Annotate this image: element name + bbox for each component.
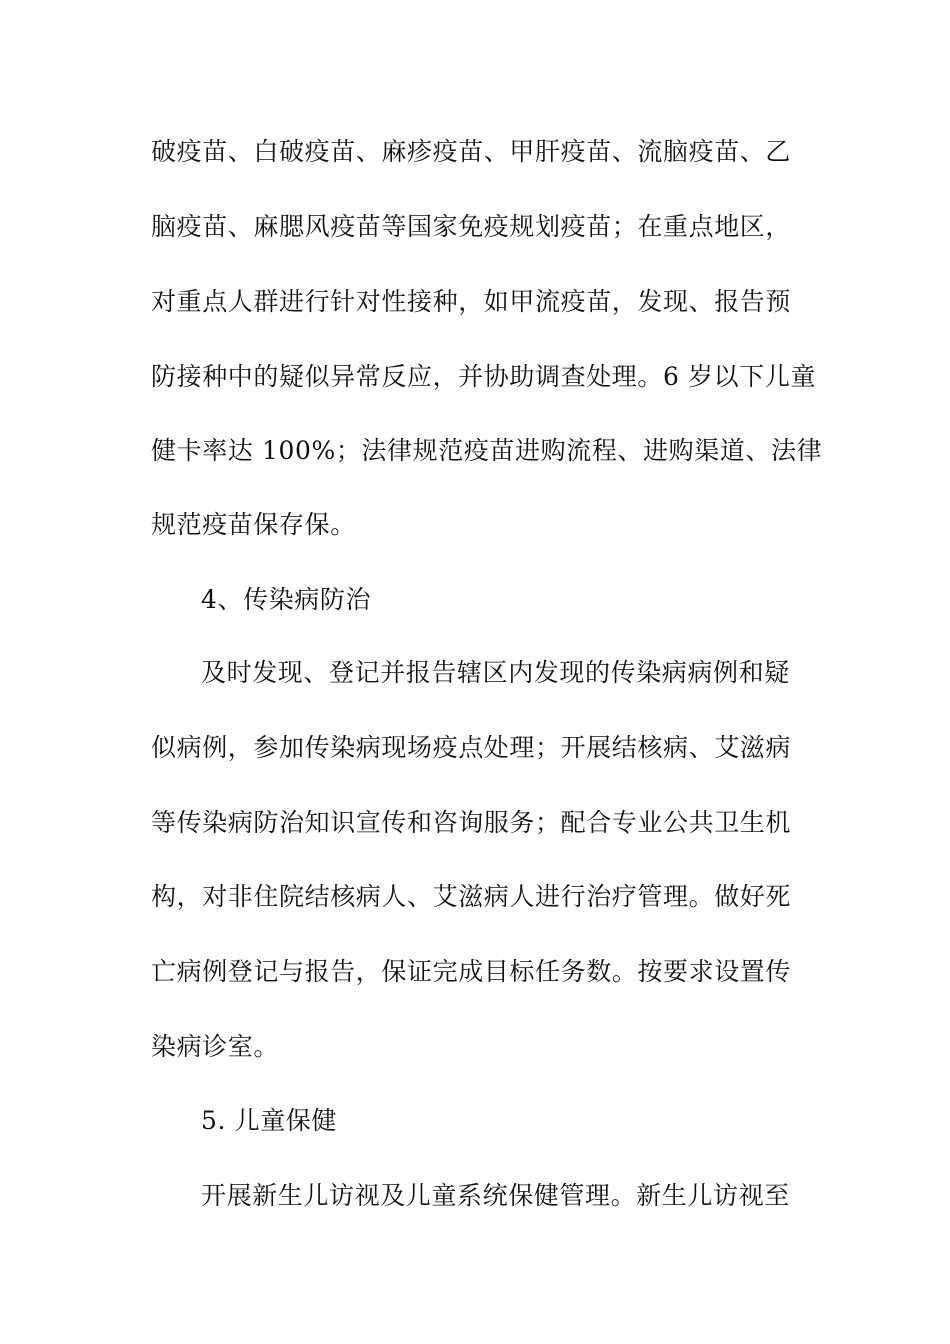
- paragraph-line: 亡病例登记与报告，保证完成目标任务数。按要求设置传: [151, 957, 792, 986]
- paragraph-line: 等传染病防治知识宣传和咨询服务；配合专业公共卫生机: [151, 808, 792, 837]
- paragraph-line: 染病诊室。: [151, 1032, 280, 1061]
- paragraph-line: 破疫苗、白破疫苗、麻疹疫苗、甲肝疫苗、流脑疫苗、乙: [151, 137, 792, 166]
- paragraph-line: 规范疫苗保存保。: [151, 510, 356, 539]
- paragraph-line: 对重点人群进行针对性接种，如甲流疫苗，发现、报告预: [151, 287, 792, 316]
- paragraph-line: 构，对非住院结核病人、艾滋病人进行治疗管理。做好死: [151, 882, 792, 911]
- paragraph-line: 防接种中的疑似异常反应，并协助调查处理。6 岁以下儿童: [151, 362, 817, 391]
- paragraph-line: 似病例，参加传染病现场疫点处理；开展结核病、艾滋病: [151, 733, 792, 762]
- paragraph-line: 健卡率达 100%；法律规范疫苗进购流程、进购渠道、法律: [151, 436, 823, 465]
- paragraph-line: 脑疫苗、麻腮风疫苗等国家免疫规划疫苗；在重点地区，: [151, 212, 792, 241]
- section-heading: 5. 儿童保健: [201, 1106, 337, 1135]
- paragraph-line: 及时发现、登记并报告辖区内发现的传染病病例和疑: [201, 658, 790, 687]
- section-heading: 4、传染病防治: [201, 585, 372, 614]
- paragraph-line: 开展新生儿访视及儿童系统保健管理。新生儿访视至: [201, 1181, 790, 1210]
